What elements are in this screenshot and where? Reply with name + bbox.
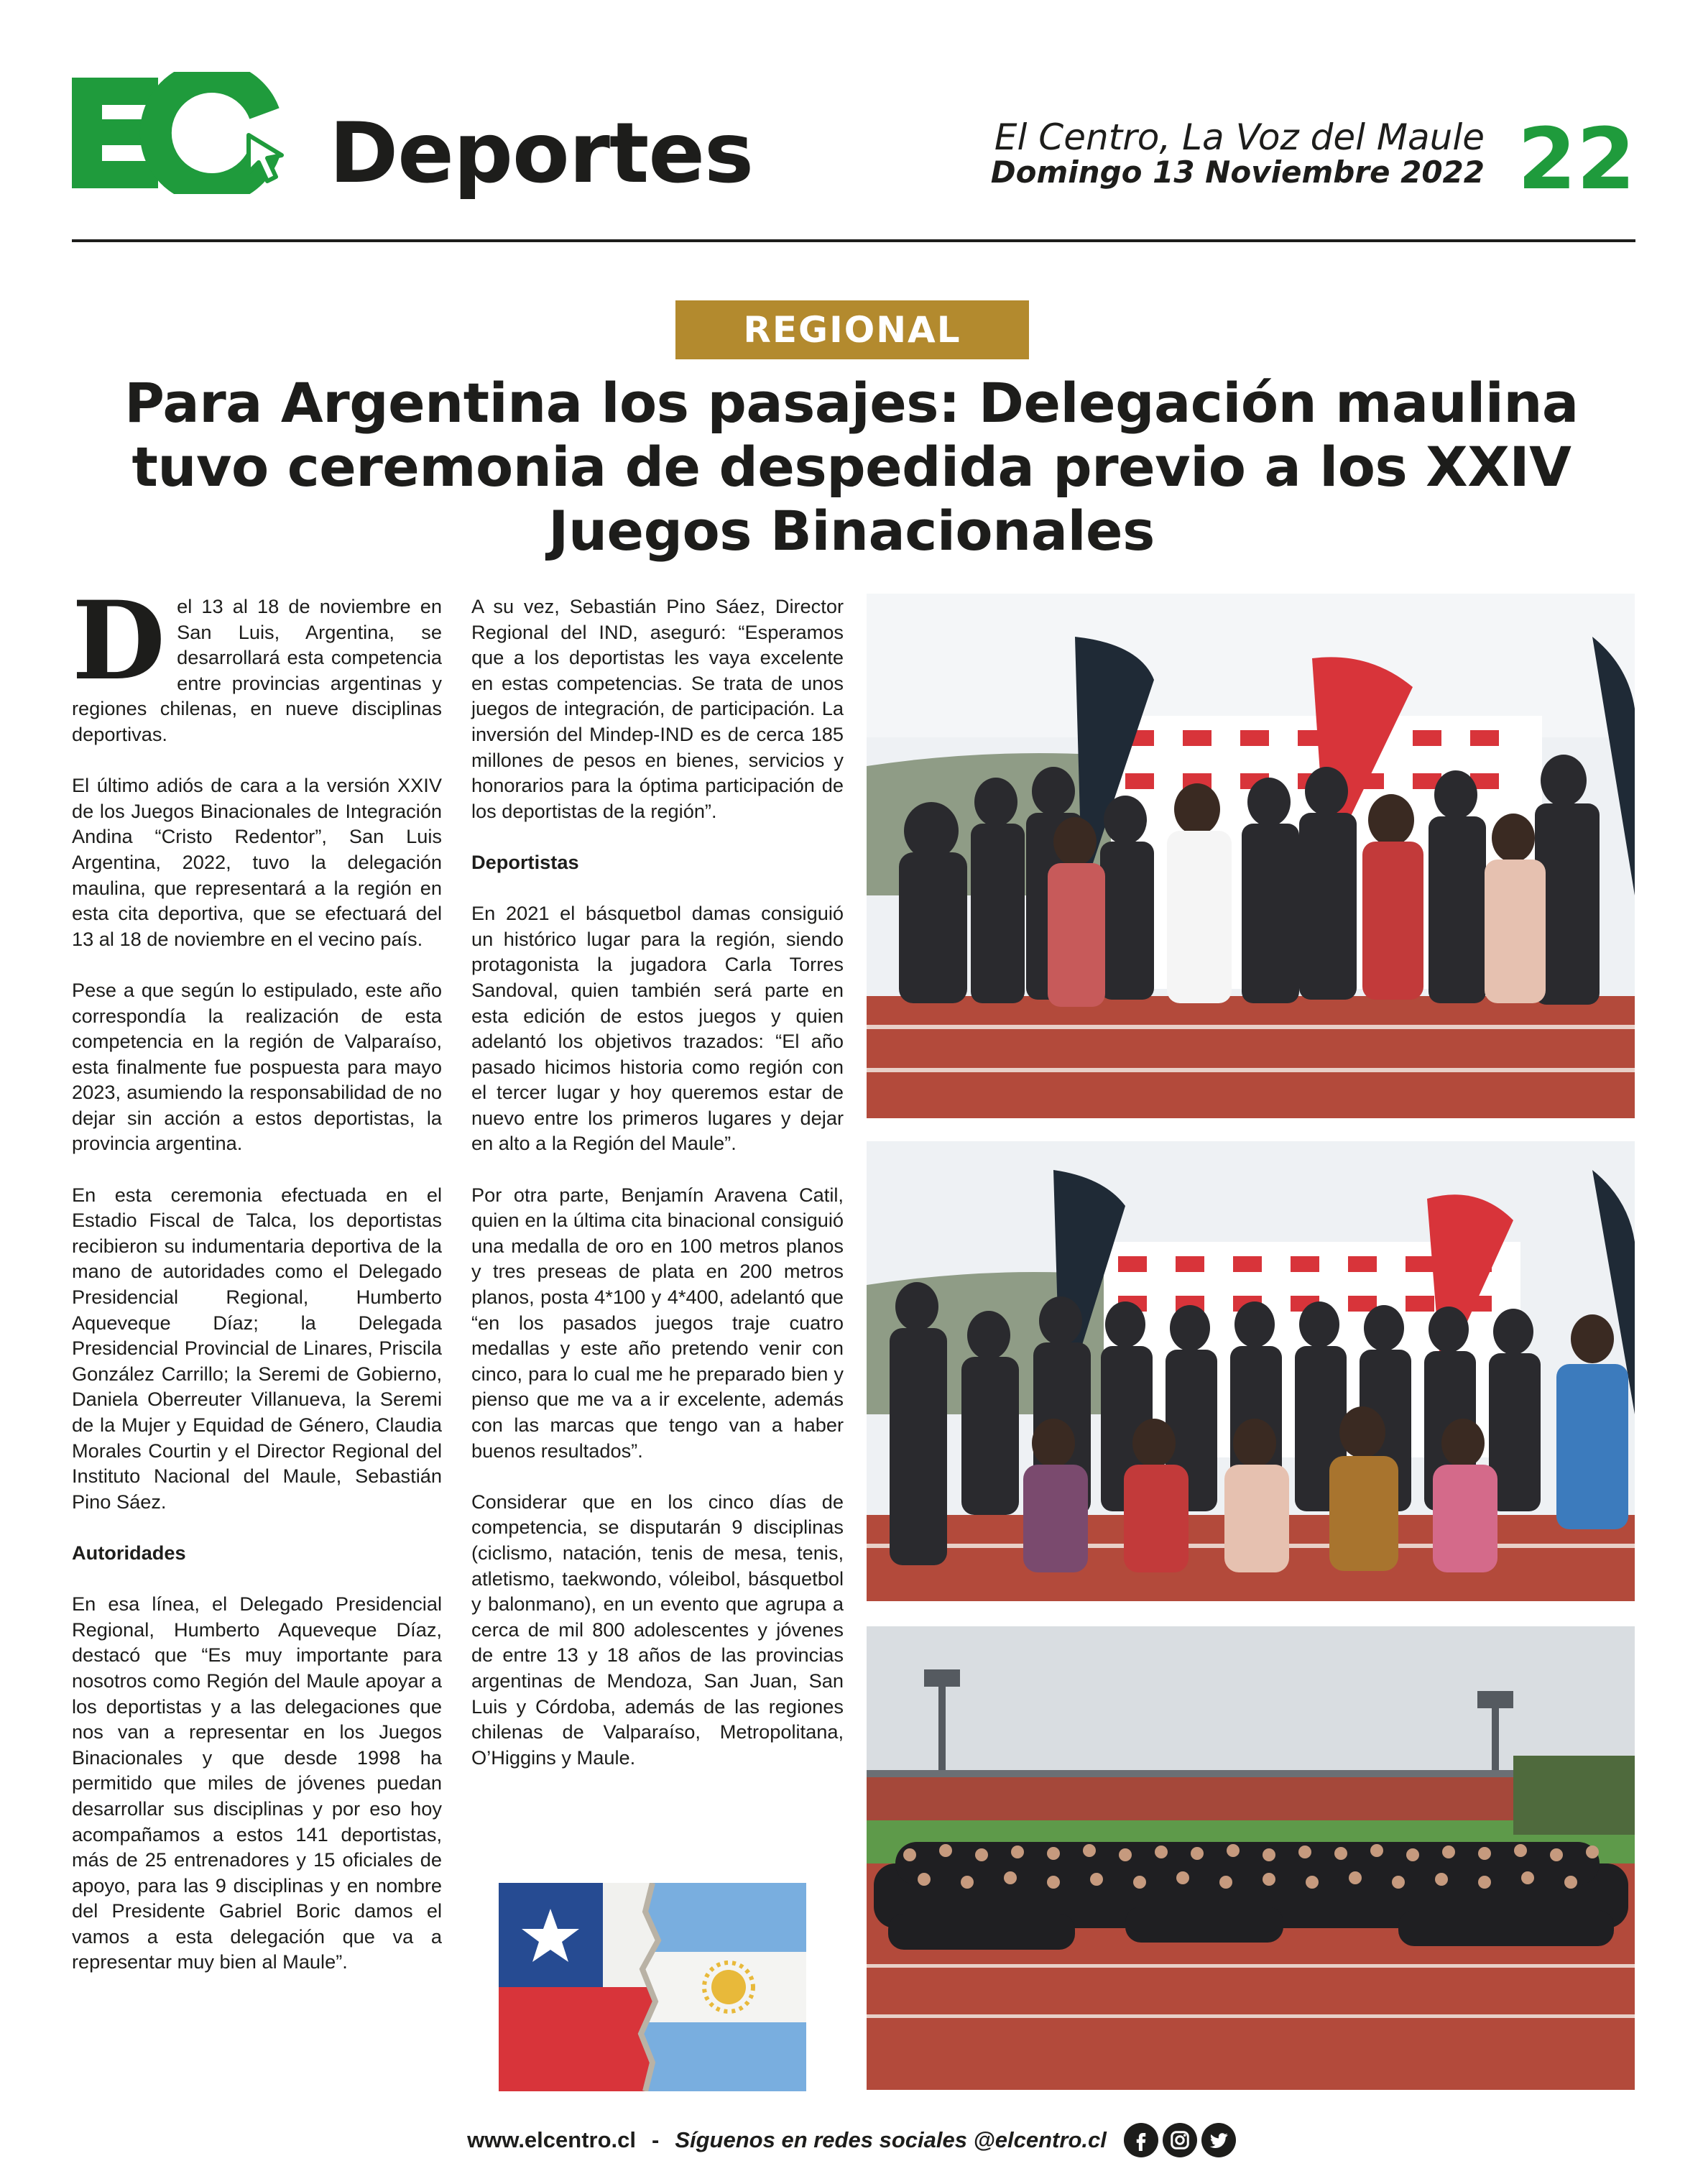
paragraph: En esta ceremonia efectuada en el Estadio Fiscal de Talca, los deportistas recibieron su indumentaria deportiva de la mano de autoridades como el Delegado Presidencial Regional, Humberto Aqueveque Díaz; la Delegada Presidencial Provincial de Linares, Priscila González Carrillo; la Seremi de Gobierno, Daniela Oberreuter Villanueva, la Seremi de la Mujer y Equidad de Género, Claudia Morales Courtin y el Director Regional del Instituto Nacional del Maule, Sebastián Pino Sáez. (72, 1183, 442, 1513)
instagram-icon[interactable] (1163, 2123, 1197, 2157)
paragraph-text: el 13 al 18 de noviembre en San Luis, Argentina, se desarrollará esta competencia entre provincias argentinas y regiones chilenas, en nueve disciplinas deportivas. (72, 595, 442, 745)
twitter-icon[interactable] (1201, 2123, 1236, 2157)
social-icons (1124, 2123, 1236, 2157)
issue-date: Domingo 13 Noviembre 2022 (990, 154, 1485, 190)
website-link[interactable]: www.elcentro.cl (467, 2127, 636, 2152)
el-centro-logo (72, 72, 287, 194)
section-kicker: REGIONAL (675, 300, 1029, 359)
paragraph: El último adiós de cara a la versión XXIV de los Juegos Binacionales de Integración Andina “Cristo Redentor”, San Luis Argentina, 2022, tuvo la delegación maulina, que representará a la región en esta cita deportiva, que se efectuará del 13 al 18 de noviembre en el vecino país. (72, 774, 442, 950)
page-footer (0, 2119, 1703, 2162)
chile-argentina-flags-image (499, 1883, 806, 2091)
paragraph: En esa línea, el Delegado Presidencial Regional, Humberto Aqueveque Díaz, destacó que “Es muy importante para nosotros como Región del Maule apoyar a los deportistas y a las delegaciones que nos van a representar en los Juegos Binacionales y que desde 1998 ha permitido que miles de jóvenes puedan desarrollar sus disciplinas y por eso hoy acompañamos a estos 141 deportistas, más de 25 entrenadores y 15 oficiales de apoyo, para las 9 disciplinas y en nombre del Presidente Gabriel Boric damos el vamos a esta delegación que va a representar muy bien al Maule”. (72, 1593, 442, 1973)
paragraph: A su vez, Sebastián Pino Sáez, Director Regional del IND, aseguró: “Esperamos que a los deportistas les vaya excelente en estas competencias. Se trata de unos juegos de integración, de participación. La inversión del Mindep-IND es de cerca 185 millones de pesos en bienes, servicios y honorarios para la óptima participación de los deportistas de la región”. (471, 595, 844, 822)
subheading: Autoridades (72, 1541, 186, 1564)
paragraph: Pese a que según lo estipulado, este año correspondía la realización de esta competencia en la región de Valparaíso, esta finalmente fue pospuesta para mayo 2023, asumiendo la responsabilidad de no dejar sin acción a estos deportistas, la provincia argentina. (72, 978, 442, 1155)
stadium-delegation-photo (867, 1626, 1635, 2090)
drop-cap: D (72, 578, 166, 704)
facebook-icon[interactable] (1124, 2123, 1158, 2157)
paragraph: Considerar que en los cinco días de competencia, se disputarán 9 disciplinas (ciclismo, natación, tenis de mesa, tenis, atletismo, taekwondo, vóleibol, básquetbol y balonmano), en un evento que agrupa a cerca de mil 800 adolescentes y jóvenes de entre 13 y 18 años de las provincias argentinas de Mendoza, San Juan, San Luis y Córdoba, además de las regiones chilenas de Valparaíso, Metropolitana, O’Higgins y Maule. (471, 1490, 844, 1769)
paragraph (72, 578, 442, 747)
header-divider (72, 239, 1635, 242)
page-header (72, 72, 1635, 244)
section-title: Deportes (329, 105, 754, 202)
delegation-group-photo-1 (867, 594, 1635, 1118)
article-column-1 (72, 578, 442, 1975)
delegation-group-photo-2 (867, 1141, 1635, 1601)
article-headline: Para Argentina los pasajes: Delegación maulina tuvo ceremonia de despedida previo a los XXIV Juegos Binacionales (124, 371, 1579, 563)
footer-separator: - (652, 2127, 660, 2152)
paragraph: Por otra parte, Benjamín Aravena Catil, quien en la última cita binacional consiguió una medalla de oro en 100 metros planos y tres preseas de plata en 200 metros planos, posta 4*100 y 4*400, adelantó que “en los pasados juegos traje cuatro medallas y este año pretendo venir con cinco, para lo cual me he preparado bien y pienso que me va a ir excelente, además con las marcas que tengo van a haber buenos resultados”. (471, 1183, 844, 1462)
article-column-2 (471, 594, 844, 1770)
subheading: Deportistas (471, 850, 579, 873)
masthead (990, 116, 1485, 190)
paragraph: En 2021 el básquetbol damas consiguió un histórico lugar para la región, siendo protagonista la jugadora Carla Torres Sandoval, quien también será parte en esta edición de estos juegos y quien adelantó los objetivos trazados: “El año pasado hicimos historia como región con el tercer lugar y hoy queremos estar de nuevo entre los primeros lugares y dejar en alto a la Región del Maule”. (471, 902, 844, 1155)
social-follow-text: Síguenos en redes sociales @elcentro.cl (675, 2127, 1107, 2152)
page-number: 22 (1517, 109, 1635, 208)
paper-name: El Centro, La Voz del Maule (994, 116, 1485, 158)
